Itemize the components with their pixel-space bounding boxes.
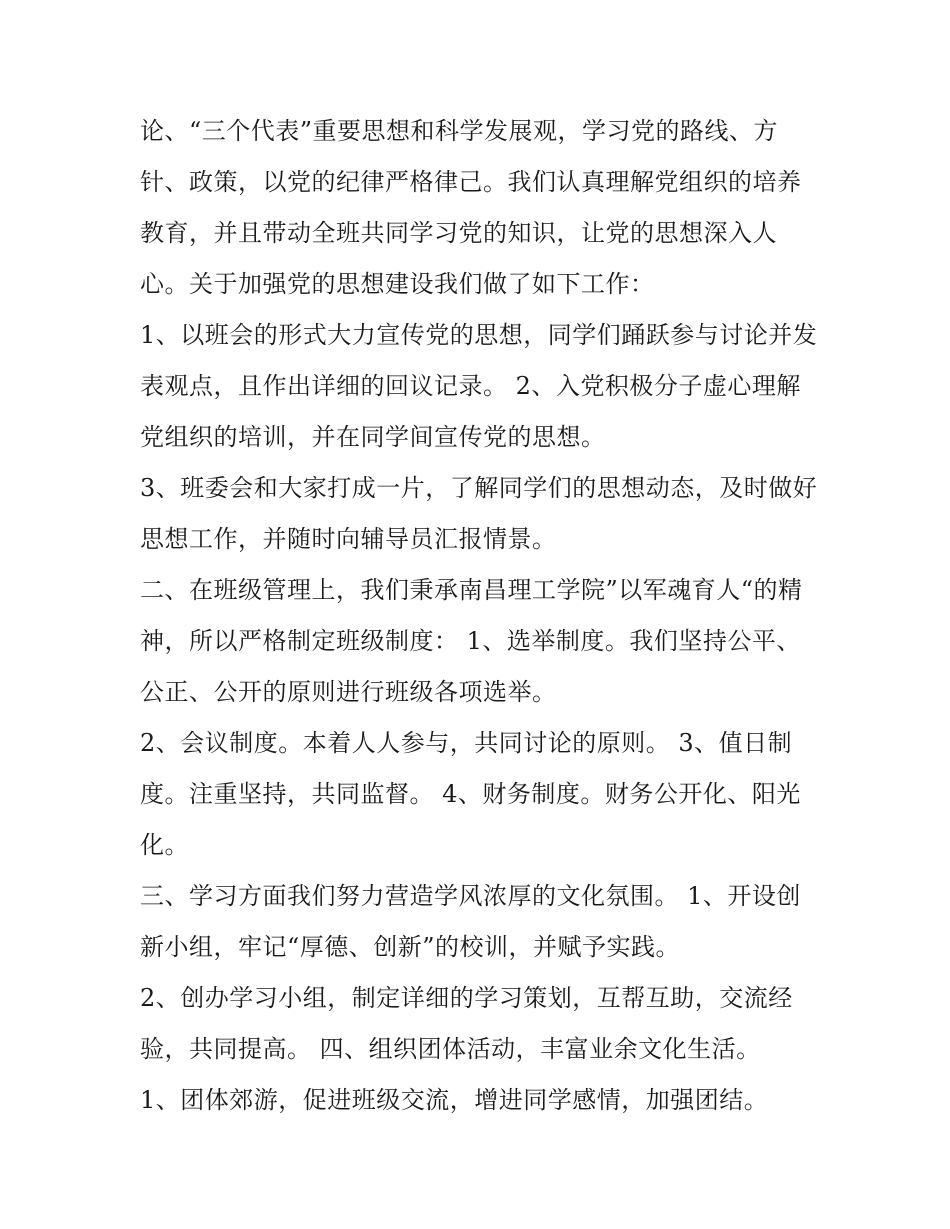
paragraph-class-management: 二、在班级管理上，我们秉承南昌理工学院”以军魂育人“的精神，所以严格制定班级制度： 1、选举制度。我们坚持公平、公正、公开的原则进行班级各项选举。 <box>140 576 803 706</box>
paragraph-group-outing: 1、团体郊游，促进班级交流，增进同学感情，加强团结。 <box>140 1086 769 1114</box>
paragraph-party-study: 论、“三个代表”重要思想和科学发展观，学习党的路线、方针、政策，以党的纪律严格律己。我们认真理解党组织的培养教育，并且带动全班共同学习党的知识，让党的思想深入人心。关于加强党的思想建设我们做了如下工作： <box>140 117 802 298</box>
paragraph-study-group: 2、创办学习小组，制定详细的学习策划，互帮互助，交流经验，共同提高。 四、组织团体活动，丰富业余文化生活。 <box>140 984 793 1063</box>
document-body <box>140 106 820 1126</box>
paragraph-study-atmosphere: 三、学习方面我们努力营造学风浓厚的文化氛围。 1、开设创新小组，牢记“厚德、创新”的校训，并赋予实践。 <box>140 882 801 961</box>
paragraph-class-meeting: 1、以班会的形式大力宣传党的思想，同学们踊跃参与讨论并发表观点，且作出详细的回议记录。 2、入党积极分子虚心理解党组织的培训，并在同学间宣传党的思想。 <box>140 321 818 451</box>
paragraph-class-committee: 3、班委会和大家打成一片，了解同学们的思想动态，及时做好思想工作，并随时向辅导员汇报情景。 <box>140 474 818 553</box>
paragraph-meeting-system: 2、会议制度。本着人人参与，共同讨论的原则。 3、值日制度。注重坚持，共同监督。 4、财务制度。财务公开化、阳光化。 <box>140 729 801 859</box>
